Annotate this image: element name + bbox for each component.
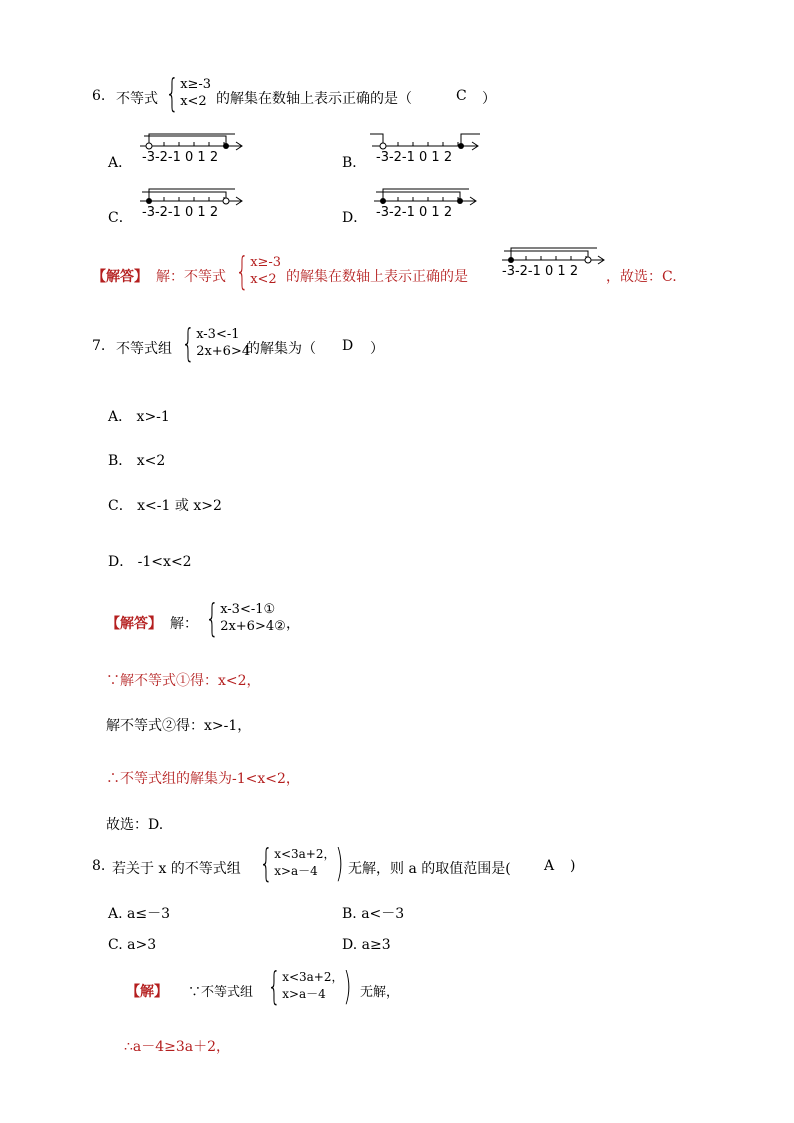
q7-solution-system: { x-3<-1① 2x+6>4② — [205, 596, 286, 640]
q8-solution-post: 无解， — [360, 985, 400, 1000]
q8-system: { x<3a+2， x>a－4 ) — [259, 841, 343, 885]
q6-option-a-letter: A． — [108, 155, 133, 171]
q8-option-c: C. a>3 — [108, 937, 157, 953]
q7-solution-line-1: ∵解不等式①得：x<2， — [106, 673, 261, 689]
q7-solution-tag: 【解答】 — [106, 616, 162, 632]
q8-solution-tag: 【解】 — [126, 984, 168, 1000]
q7-solution-line-2: 解不等式②得：x>-1， — [106, 718, 252, 734]
q7-solution-line-3: ∴不等式组的解集为-1<x<2， — [106, 771, 300, 787]
q7-option-b: B． x<2 — [108, 453, 166, 469]
q8-solution-system-line-2: x>a－4 — [282, 987, 326, 1001]
q8-solution-system-line-1: x<3a+2， — [282, 970, 344, 984]
q6-d-tick-labels: -3-2-1 0 1 2 — [376, 205, 453, 220]
q6-option-d-number-line — [370, 185, 480, 221]
q7-stem-post: 的解集为（ — [246, 341, 316, 357]
q6-solution-system: { x≥-3 x<2 — [235, 249, 282, 293]
q8-system-line-1: x<3a+2， — [274, 847, 336, 861]
q8-answer: A — [544, 858, 555, 874]
q6-option-a-number-line — [136, 130, 246, 166]
q6-solution-post: ，故选：C. — [606, 269, 677, 285]
q6-option-d-letter: D． — [342, 210, 368, 226]
q7-solution-system-line-2: 2x+6>4② — [220, 619, 286, 634]
q7-system-line-2: 2x+6>4 — [196, 344, 251, 359]
q6-stem-pre: 不等式 — [116, 91, 158, 107]
q8-option-b: B. a<－3 — [342, 906, 405, 922]
q6-stem-post: 的解集在数轴上表示正确的是（ — [216, 91, 412, 107]
q8-option-d: D. a≥3 — [342, 937, 391, 953]
q7-number: 7. — [92, 338, 106, 354]
q6-solution-mid: 的解集在数轴上表示正确的是 — [286, 269, 468, 285]
q7-close: ） — [370, 341, 384, 357]
q6-number: 6. — [92, 88, 106, 104]
q6-system: { x≥-3 x<2 — [165, 71, 212, 115]
q7-system-line-1: x-3<-1 — [196, 327, 240, 342]
q7-system: { x-3<-1 2x+6>4 — [181, 321, 251, 365]
q8-stem-post: 无解，则 a 的取值范围是( — [348, 861, 511, 877]
q6-option-b-number-line — [370, 130, 482, 166]
q7-solution-line-4: 故选：D. — [106, 817, 164, 833]
q8-solution-system: { x<3a+2， x>a－4 ) — [267, 964, 351, 1008]
q7-solution-system-line-1: x-3<-1① — [220, 602, 276, 617]
q6-solution-number-line — [498, 244, 608, 280]
q6-a-tick-labels: -3-2-1 0 1 2 — [142, 150, 219, 165]
q7-option-a: A． x>-1 — [108, 409, 170, 425]
q6-c-tick-labels: -3-2-1 0 1 2 — [142, 205, 219, 220]
q7-solution-pre: 解： — [170, 616, 198, 632]
q7-answer: D — [342, 338, 354, 354]
q8-close: ) — [570, 858, 576, 874]
q7-option-c: C． x<-1 或 x>2 — [108, 498, 222, 514]
q6-solution-system-line-2: x<2 — [250, 272, 277, 287]
q6-system-line-2: x<2 — [180, 94, 207, 109]
q6-b-tick-labels: -3-2-1 0 1 2 — [376, 150, 453, 165]
q7-option-d: D． -1<x<2 — [108, 554, 192, 570]
q8-system-line-2: x>a－4 — [274, 864, 318, 878]
q6-system-line-1: x≥-3 — [180, 77, 212, 92]
q7-solution-post: ， — [286, 616, 300, 632]
q8-number: 8. — [92, 858, 106, 874]
q8-option-a: A. a≤－3 — [108, 906, 170, 922]
q6-solution-tag: 【解答】 — [92, 269, 148, 285]
q8-solution-pre: ∵不等式组 — [188, 985, 254, 1000]
q6-option-c-letter: C． — [108, 210, 133, 226]
q6-option-c-number-line — [136, 185, 246, 221]
q6-solution-pre: 解：不等式 — [156, 269, 226, 285]
q6-close: ） — [482, 91, 496, 107]
q7-stem-pre: 不等式组 — [116, 341, 172, 357]
q8-stem-pre: 若关于 x 的不等式组 — [112, 861, 241, 877]
q8-solution-line: ∴a－4≥3a＋2， — [124, 1039, 231, 1055]
q6-solution-tick-labels: -3-2-1 0 1 2 — [502, 264, 579, 279]
q6-solution-system-line-1: x≥-3 — [250, 255, 282, 270]
q6-answer: C — [456, 88, 467, 104]
q6-option-b-letter: B． — [342, 155, 367, 171]
